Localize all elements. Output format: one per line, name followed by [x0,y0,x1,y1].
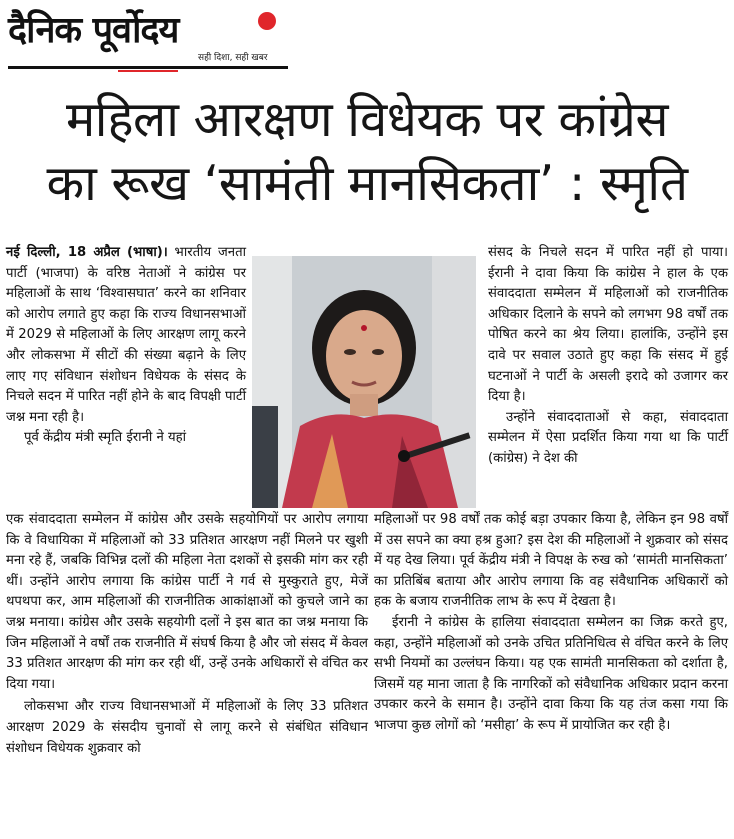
headline-line-2: का रूख ‘सामंती मानसिकता’ : स्मृति [46,155,688,212]
newspaper-logo: दैनिक पूर्वोदय [8,10,179,51]
masthead-accent-rule [118,70,178,72]
tagline: सही दिशा, सही खबर [198,53,268,63]
dateline: नई दिल्ली, 18 अप्रैल (भाषा)। [6,245,168,260]
article-paragraph-6: लोकसभा और राज्य विधानसभाओं में महिलाओं के लिए 33 प्रतिशत आरक्षण 2029 के संसदीय चुनावों से लागू करने से संबंधित संविधान संशोधन विधेयक शुक्रवार को [6,699,368,756]
article-column-left [6,243,246,449]
headline-line-1: महिला आरक्षण विधेयक पर कांग्रेस [66,91,668,148]
logo-dot-icon [258,12,276,30]
article-paragraph-3: संसद के निचले सदन में पारित नहीं हो पाया। ईरानी ने दावा किया कि कांग्रेस ने हाल के एक संवाददाता सम्मेलन में महिलाओं को राजनीतिक अधिकार दिलाने के सपने को लगभग 98 वर्षों तक पोषित करने का श्रेय लिया। हालांकि, उन्होंने इस दावे पर सवाल उठाते हुए कहा कि संसद में हुई घटनाओं ने पार्टी के असली इरादे को उजागर कर दिया है। [488,245,728,405]
article-paragraph-1: भारतीय जनता पार्टी (भाजपा) के वरिष्ठ नेताओं ने कांग्रेस पर महिलाओं के साथ ‘विश्वासघात’ करने का शनिवार को आरोप लगाते हुए कहा कि राज्य विधानसभाओं में 2029 से महिलाओं के लिए आरक्षण लागू करने और लोकसभा में सीटों की संख्या बढ़ाने के लिए लाए गए संविधान संशोधन विधेयक के संसद के निचले सदन में पारित नहीं होने के बाद विपक्षी पार्टी जश्न मना रही है। [6,245,246,425]
article-paragraph-8: ईरानी ने कांग्रेस के हालिया संवाददाता सम्मेलन का जिक्र करते हुए, कहा, उन्होंने महिलाओं को उनके उचित प्रतिनिधित्व से वंचित करने के लिए सभी नियमों का उल्लंघन किया। यह एक सामंती मानसिकता को दर्शाता है, जिसमें यह माना जाता है कि नागरिकों को संवैधानिक अधिकार प्रदान करना उपकार करने के समान है। उन्होंने दावा किया कि यह तंज कसा गया कि भाजपा कुछ लोगों को ‘मसीहा’ के रूप में प्रायोजित कर रही है। [374,614,728,733]
portrait-photo [252,256,476,508]
article-paragraph-4: उन्होंने संवाददाताओं से कहा, संवाददाता सम्मेलन में ऐसा प्रदर्शित किया गया था कि पार्टी (कांग्रेस) ने देश की [488,409,728,466]
portrait-illustration [252,256,476,508]
masthead-rule [8,66,288,69]
article-paragraph-2: पूर्व केंद्रीय मंत्री स्मृति ईरानी ने यहां [24,430,187,446]
article-column-lower-right [374,510,728,737]
article-column-lower-left [6,510,368,759]
article-column-right [488,243,728,470]
article-paragraph-5: एक संवाददाता सम्मेलन में कांग्रेस और उसके सहयोगियों पर आरोप लगाया कि वे विधायिका में महिलाओं को 33 प्रतिशत आरक्षण नहीं मिलने पर खुशी मना रहे हैं, जबकि विभिन्न दलों की महिला नेता दशकों से इसकी मांग कर रही थीं। उन्होंने आरोप लगाया कि कांग्रेस पार्टी ने गर्व से मुस्कुराते हुए, मेजें थपथपा कर, आम महिलाओं की राजनीतिक आकांक्षाओं को कुचले जाने का जश्न मनाया। कांग्रेस और उसके सहयोगी दलों ने इस बात का जश्न मनाया कि जिन महिलाओं ने वर्षों तक राजनीति में संघर्ष किया है और जो संसद में केवल 33 प्रतिशत आरक्षण की मांग कर रही थीं, उन्हें उनके अधिकारों से वंचित कर दिया गया। [6,512,368,692]
article-paragraph-7: महिलाओं पर 98 वर्षों तक कोई बड़ा उपकार किया है, लेकिन इन 98 वर्षों में उस सपने का क्या हश्र हुआ? इस देश की महिलाओं ने शुक्रवार को संसद में यह देख लिया। पूर्व केंद्रीय मंत्री ने विपक्ष के रुख को ‘सामंती मानसिकता’ का प्रतिबिंब बताया और आरोप लगाया कि वह संवैधानिक अधिकारों को हक के बजाय राजनीतिक लाभ के रूप में देखता है। [374,512,728,610]
headline [0,88,734,216]
